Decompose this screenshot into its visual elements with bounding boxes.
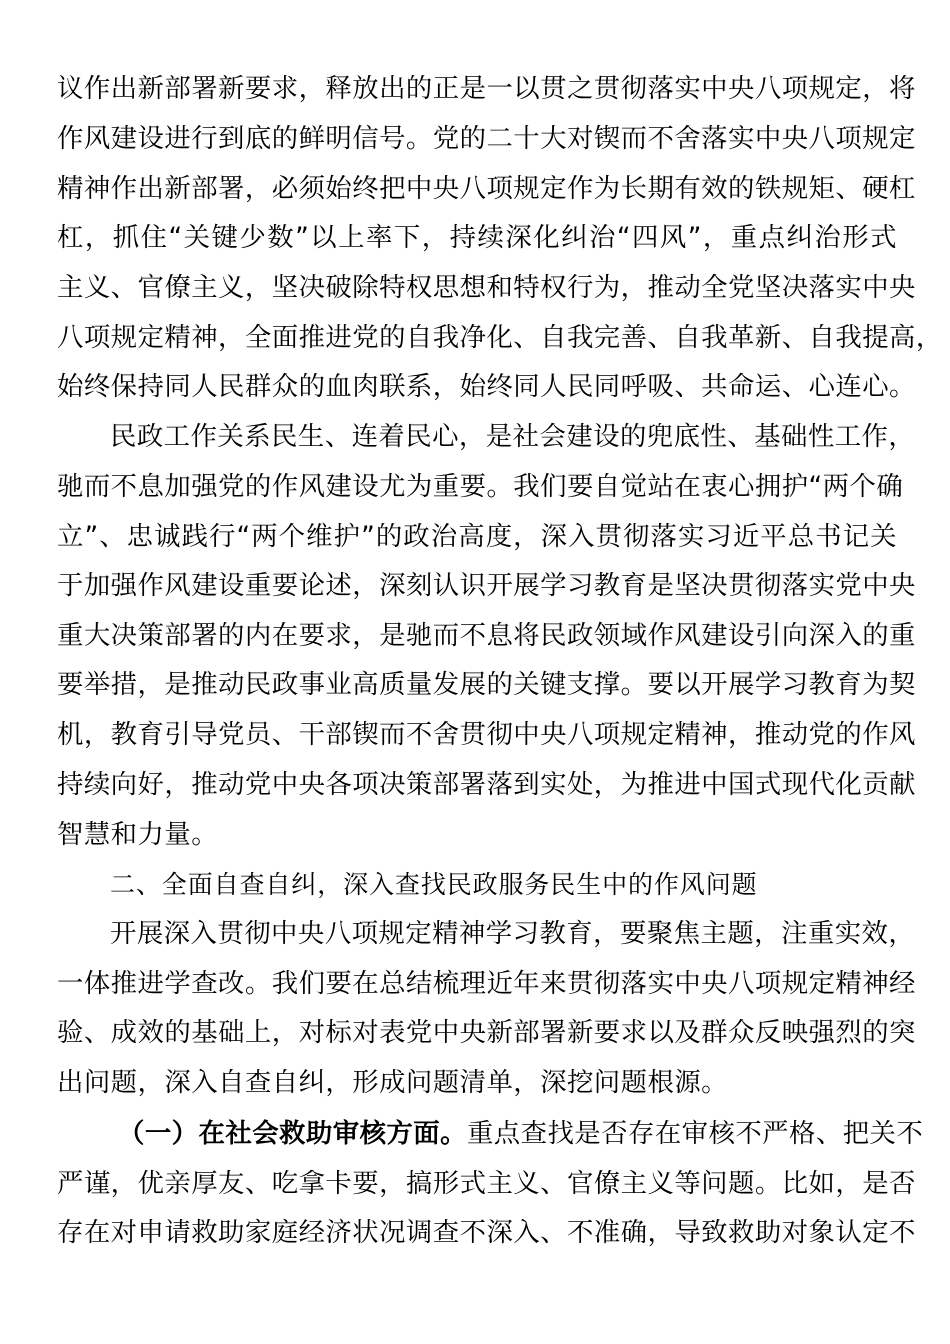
text-line: 于加强作风建设重要论述，深刻认识开展学习教育是坚决贯彻落实党中央: [57, 570, 916, 601]
section-heading: 二、全面自查自纠，深入查找民政服务民生中的作风问题: [110, 870, 758, 899]
text-line: 严谨，优亲厚友、吃拿卡要，搞形式主义、官僚主义等问题。比如，是否: [57, 1168, 916, 1199]
text-line: 八项规定精神，全面推进党的自我净化、自我完善、自我革新、自我提高，: [57, 322, 943, 353]
text-line: 杠，抓住“关键少数”以上率下，持续深化纠治“四风”，重点纠治形式: [57, 222, 897, 253]
text-line: 主义、官僚主义，坚决破除特权思想和特权行为，推动全党坚决落实中央: [57, 272, 916, 303]
text-line: 始终保持同人民群众的血肉联系，始终同人民同呼吸、共命运、心连心。: [57, 371, 916, 402]
text-line: 驰而不息加强党的作风建设尤为重要。我们要自觉站在衷心拥护“两个确: [57, 471, 904, 502]
text-line: 智慧和力量。: [57, 819, 219, 850]
text-line: 重大决策部署的内在要求，是驰而不息将民政领域作风建设引向深入的重: [57, 620, 916, 651]
text-line: 作风建设进行到底的鲜明信号。党的二十大对锲而不舍落实中央八项规定: [57, 123, 916, 154]
text-line: 要举措，是推动民政事业高质量发展的关键支撑。要以开展学习教育为契: [57, 669, 916, 700]
text-line: 立”、忠诚践行“两个维护”的政治高度，深入贯彻落实习近平总书记关: [57, 521, 897, 552]
text-line: 机，教育引导党员、干部锲而不舍贯彻中央八项规定精神，推动党的作风: [57, 719, 916, 750]
text-run: 重点查找是否存在审核不严格、把关不: [466, 1118, 924, 1149]
text-line: 持续向好，推动党中央各项决策部署落到实处，为推进中国式现代化贡献: [57, 769, 916, 800]
text-line: 存在对申请救助家庭经济状况调查不深入、不准确，导致救助对象认定不: [57, 1217, 916, 1248]
bold-lead: （一）在社会救助审核方面。: [118, 1118, 467, 1149]
text-line: 开展深入贯彻中央八项规定精神学习教育，要聚焦主题，注重实效，: [110, 918, 916, 949]
text-line: 议作出新部署新要求，释放出的正是一以贯之贯彻落实中央八项规定，将: [57, 73, 916, 104]
text-line: 精神作出新部署，必须始终把中央八项规定作为长期有效的铁规矩、硬杠: [57, 173, 916, 204]
text-line: 一体推进学查改。我们要在总结梳理近年来贯彻落实中央八项规定精神经: [57, 968, 916, 999]
text-line: 验、成效的基础上，对标对表党中央新部署新要求以及群众反映强烈的突: [57, 1017, 916, 1048]
text-line: 出问题，深入自查自纠，形成问题清单，深挖问题根源。: [57, 1067, 729, 1098]
text-line: 民政工作关系民生、连着民心，是社会建设的兜底性、基础性工作，: [110, 421, 916, 452]
text-line: [118, 1109, 924, 1159]
